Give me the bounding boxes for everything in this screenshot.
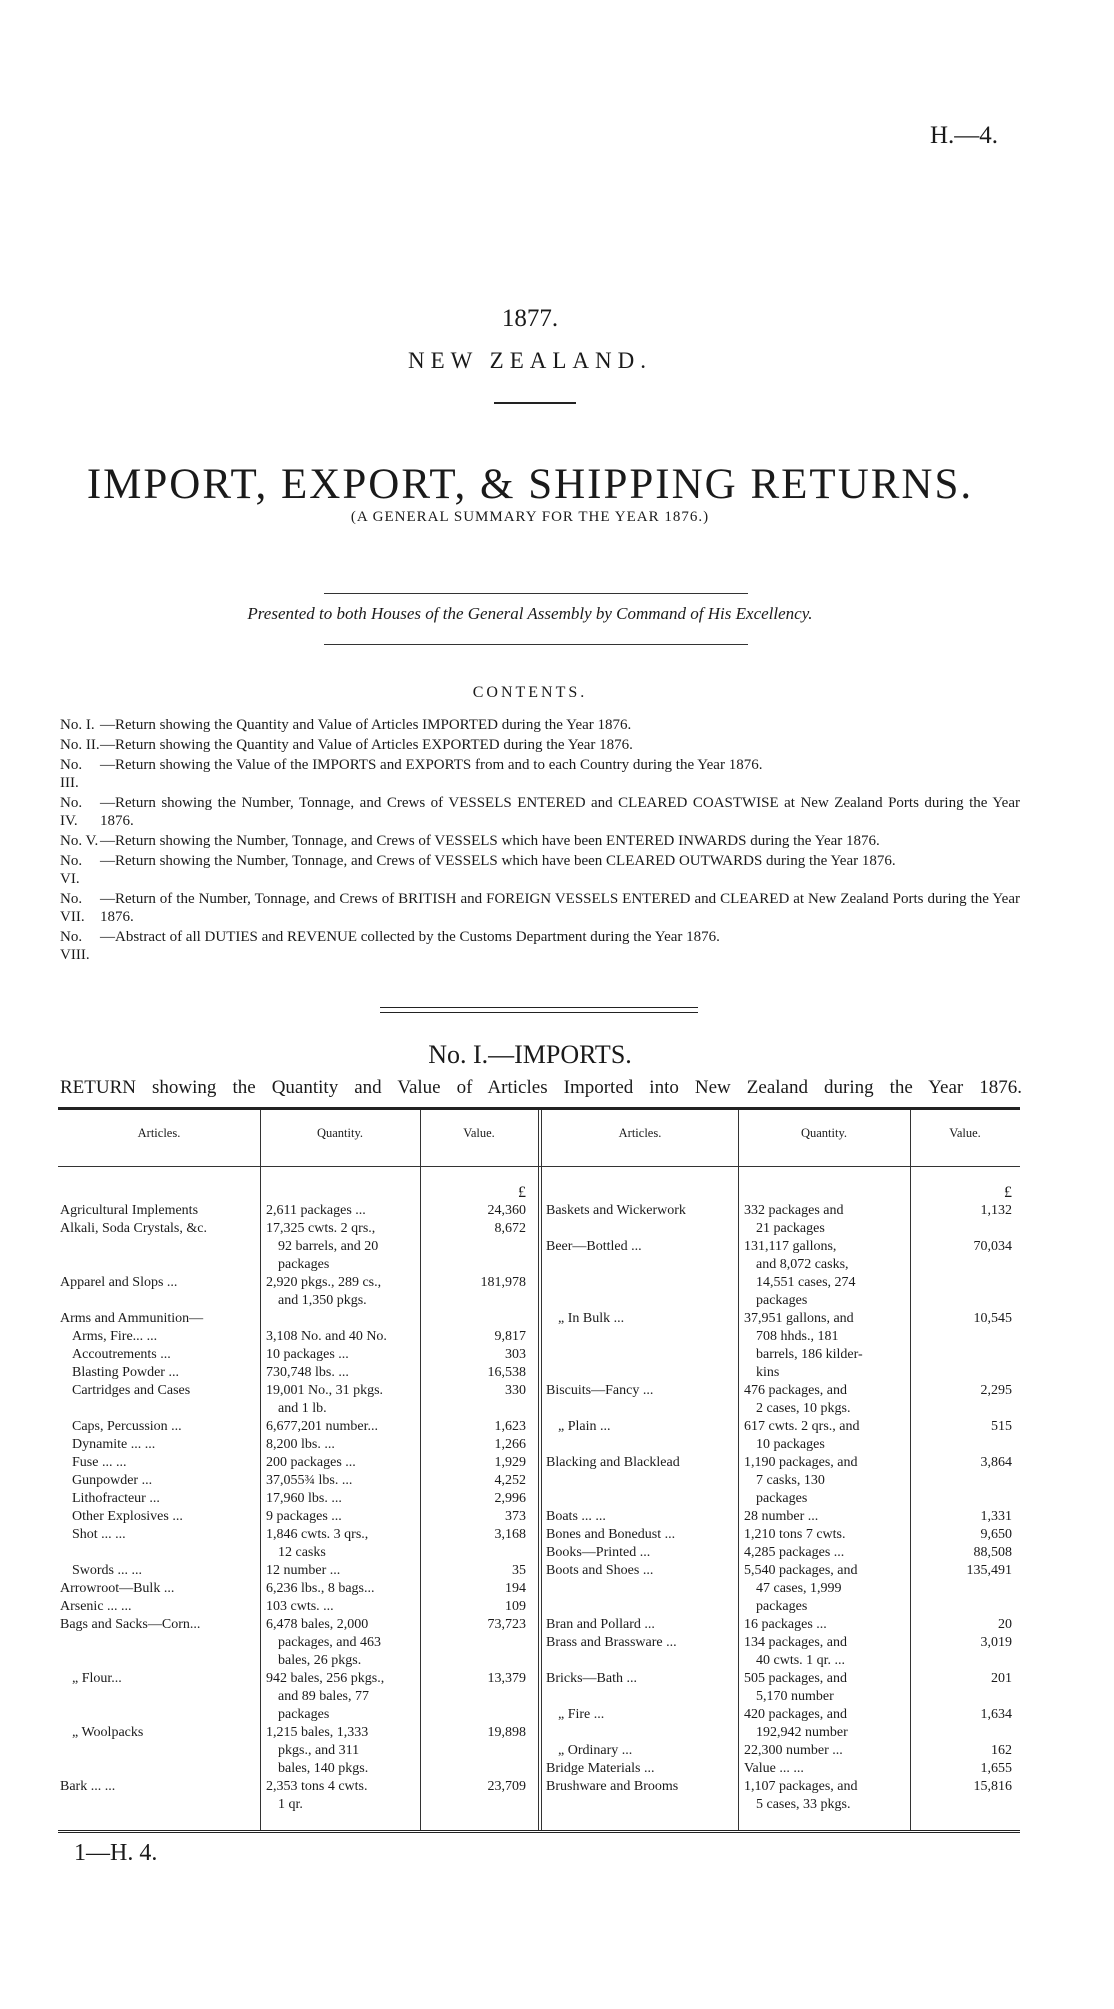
article-cell: Lithofracteur ... <box>72 1491 160 1506</box>
article-cell: Bricks—Bath ... <box>546 1671 637 1686</box>
year: 1877. <box>501 305 559 332</box>
contents-item-number: No. V. <box>60 833 99 849</box>
header-value-left: Value. <box>463 1126 495 1140</box>
article-cell: Arms and Ammunition— <box>60 1311 204 1326</box>
value-cell <box>422 1400 526 1418</box>
article-cell: Bran and Pollard ... <box>546 1617 655 1632</box>
article-cell: Swords ... ... <box>72 1563 143 1578</box>
value-cell <box>912 1400 1012 1418</box>
value-cell: 13,379 <box>487 1671 526 1686</box>
value-cell: 1,266 <box>494 1437 526 1452</box>
contents-item-number: No. III. <box>60 757 83 791</box>
article-cell: Caps, Percussion ... <box>72 1419 182 1434</box>
article-cell <box>60 1796 258 1814</box>
header-value-right: Value. <box>949 1126 981 1140</box>
value-cell: 135,491 <box>966 1563 1012 1578</box>
contents-item-text: —Return showing the Number, Tonnage, and Crews of VESSELS which have been CLEARED OUTWARDS during the Year 1876. <box>100 853 896 869</box>
value-cell: 1,132 <box>980 1203 1012 1218</box>
quantity-cell: 8,200 lbs. ... <box>266 1437 335 1452</box>
value-cell <box>912 1328 1012 1346</box>
quantity-cell: 942 bales, 256 pkgs., <box>266 1671 385 1686</box>
quantity-cell: 22,300 number ... <box>744 1743 843 1758</box>
article-cell: Bones and Bonedust ... <box>546 1527 676 1542</box>
value-cell <box>422 1634 526 1652</box>
contents-item-text: —Return showing the Value of the IMPORTS and EXPORTS from and to each Country during the Year 1876. <box>100 757 763 773</box>
quantity-cell: 2,353 tons 4 cwts. <box>266 1779 368 1794</box>
value-cell <box>912 1580 1012 1598</box>
left-value-column <box>422 1184 526 1814</box>
value-cell: 24,360 <box>487 1203 526 1218</box>
quantity-cell: 1,107 packages, and <box>744 1779 858 1794</box>
article-cell <box>546 1598 736 1616</box>
article-cell: Boats ... ... <box>546 1509 606 1524</box>
quantity-cell: 9 packages ... <box>266 1509 342 1524</box>
quantity-cell: 3,108 No. and 40 No. <box>266 1329 387 1344</box>
article-cell <box>546 1346 736 1364</box>
quantity-cell: 1 qr. <box>278 1797 303 1812</box>
quantity-cell <box>266 1310 418 1328</box>
article-cell <box>60 1256 258 1274</box>
article-cell <box>60 1184 258 1202</box>
value-cell: 373 <box>505 1509 526 1524</box>
quantity-cell: 21 packages <box>756 1221 825 1236</box>
quantity-cell: 16 packages ... <box>744 1617 827 1632</box>
article-cell <box>546 1328 736 1346</box>
article-cell <box>546 1292 736 1310</box>
quantity-cell: packages <box>756 1491 808 1506</box>
article-cell: „ Woolpacks <box>72 1725 144 1740</box>
article-cell: Baskets and Wickerwork <box>546 1203 686 1218</box>
article-cell: Bridge Materials ... <box>546 1761 655 1776</box>
value-cell: 3,168 <box>494 1527 526 1542</box>
quantity-cell: packages <box>756 1293 808 1308</box>
quantity-cell: 1,215 bales, 1,333 <box>266 1725 369 1740</box>
value-cell: 23,709 <box>487 1779 526 1794</box>
contents-item-number: No. VI. <box>60 853 83 887</box>
article-cell <box>60 1652 258 1670</box>
value-cell: 9,817 <box>494 1329 526 1344</box>
article-cell <box>60 1706 258 1724</box>
value-cell <box>422 1742 526 1760</box>
right-articles-column <box>546 1184 736 1814</box>
quantity-cell: 7 casks, 130 <box>756 1473 825 1488</box>
quantity-cell: 708 hhds., 181 <box>756 1329 839 1344</box>
article-cell: „ Flour... <box>72 1671 122 1686</box>
value-cell: 162 <box>991 1743 1012 1758</box>
article-cell: Beer—Bottled ... <box>546 1239 642 1254</box>
value-cell <box>912 1652 1012 1670</box>
value-cell: 8,672 <box>494 1221 526 1236</box>
value-cell <box>422 1292 526 1310</box>
contents-item <box>60 928 1020 964</box>
article-cell <box>60 1400 258 1418</box>
table-caption: RETURN showing the Quantity and Value of Articles Imported into New Zealand during the Year 1876. <box>60 1077 1022 1098</box>
divider-double <box>380 1007 698 1013</box>
value-cell: 2,996 <box>494 1491 526 1506</box>
quantity-cell: 2 cases, 10 pkgs. <box>756 1401 851 1416</box>
value-cell: £ <box>1004 1184 1012 1201</box>
quantity-cell: 5 cases, 33 pkgs. <box>756 1797 851 1812</box>
article-cell: Brass and Brassware ... <box>546 1635 677 1650</box>
value-cell: 4,252 <box>494 1473 526 1488</box>
value-cell <box>422 1544 526 1562</box>
article-cell <box>60 1238 258 1256</box>
quantity-cell: 134 packages, and <box>744 1635 848 1650</box>
value-cell: 73,723 <box>487 1617 526 1632</box>
footer-reference: 1—H. 4. <box>74 1840 158 1866</box>
main-title: IMPORT, EXPORT, & SHIPPING RETURNS. <box>86 461 974 508</box>
contents-item <box>60 756 1020 792</box>
value-cell <box>912 1346 1012 1364</box>
header-articles-right: Articles. <box>618 1126 662 1140</box>
quantity-cell: 192,942 number <box>756 1725 848 1740</box>
article-cell <box>546 1364 736 1382</box>
quantity-cell: 5,540 packages, and <box>744 1563 858 1578</box>
value-cell <box>422 1652 526 1670</box>
value-cell: 1,929 <box>494 1455 526 1470</box>
quantity-cell: 17,960 lbs. ... <box>266 1491 342 1506</box>
value-cell <box>422 1688 526 1706</box>
article-cell <box>60 1760 258 1778</box>
column-divider <box>910 1110 911 1830</box>
contents-item-text: —Return of the Number, Tonnage, and Crews of BRITISH and FOREIGN VESSELS ENTERED and CLEARED at New Zealand Ports during the Year 1876. <box>100 891 1020 925</box>
column-divider <box>260 1110 261 1830</box>
value-cell: £ <box>518 1184 526 1201</box>
value-cell: 35 <box>512 1563 526 1578</box>
contents-item <box>60 794 1020 830</box>
value-cell <box>422 1796 526 1814</box>
quantity-cell: Value ... ... <box>744 1761 804 1776</box>
quantity-cell: pkgs., and 311 <box>278 1743 360 1758</box>
quantity-cell: 1,846 cwts. 3 qrs., <box>266 1527 369 1542</box>
contents-item <box>60 716 1020 734</box>
value-cell: 2,295 <box>980 1383 1012 1398</box>
article-cell: Alkali, Soda Crystals, &c. <box>60 1221 207 1236</box>
quantity-cell: and 1,350 pkgs. <box>278 1293 367 1308</box>
value-cell: 515 <box>991 1419 1012 1434</box>
quantity-cell: 505 packages, and <box>744 1671 848 1686</box>
value-cell: 109 <box>505 1599 526 1614</box>
article-cell: Bags and Sacks—Corn... <box>60 1617 201 1632</box>
article-cell <box>546 1436 736 1454</box>
value-cell <box>912 1364 1012 1382</box>
article-cell: „ Fire ... <box>558 1707 605 1722</box>
quantity-cell: 617 cwts. 2 qrs., and <box>744 1419 860 1434</box>
article-cell: Agricultural Implements <box>60 1203 199 1218</box>
article-cell <box>60 1634 258 1652</box>
article-cell: Bark ... ... <box>60 1779 116 1794</box>
article-cell <box>546 1220 736 1238</box>
divider-short <box>494 402 576 404</box>
article-cell: Brushware and Brooms <box>546 1779 679 1794</box>
quantity-cell: 12 casks <box>278 1545 326 1560</box>
value-cell: 3,019 <box>980 1635 1012 1650</box>
article-cell <box>546 1688 736 1706</box>
value-cell <box>912 1598 1012 1616</box>
article-cell <box>546 1184 736 1202</box>
quantity-cell: 200 packages ... <box>266 1455 356 1470</box>
article-cell: Boots and Shoes ... <box>546 1563 654 1578</box>
value-cell <box>912 1274 1012 1292</box>
value-cell: 88,508 <box>973 1545 1012 1560</box>
header-quantity-left: Quantity. <box>316 1126 364 1140</box>
article-cell: Arrowroot—Bulk ... <box>60 1581 175 1596</box>
value-cell: 330 <box>505 1383 526 1398</box>
article-cell <box>546 1400 736 1418</box>
country: NEW ZEALAND. <box>407 348 653 373</box>
section-title: No. I.—IMPORTS. <box>428 1040 632 1069</box>
value-cell <box>422 1310 526 1328</box>
value-cell: 201 <box>991 1671 1012 1686</box>
quantity-cell: 10 packages ... <box>266 1347 349 1362</box>
article-cell <box>546 1274 736 1292</box>
article-cell <box>546 1796 736 1814</box>
article-cell: „ Plain ... <box>558 1419 611 1434</box>
quantity-cell: 103 cwts. ... <box>266 1599 334 1614</box>
value-cell <box>912 1292 1012 1310</box>
quantity-cell: 92 barrels, and 20 <box>278 1239 379 1254</box>
quantity-cell: 37,951 gallons, and <box>744 1311 854 1326</box>
quantity-cell: and 8,072 casks, <box>756 1257 849 1272</box>
article-cell: Gunpowder ... <box>72 1473 153 1488</box>
quantity-cell: 1,210 tons 7 cwts. <box>744 1527 846 1542</box>
article-cell <box>546 1580 736 1598</box>
article-cell: Biscuits—Fancy ... <box>546 1383 654 1398</box>
quantity-cell: 17,325 cwts. 2 qrs., <box>266 1221 376 1236</box>
header-articles-left: Articles. <box>137 1126 181 1140</box>
article-cell <box>546 1724 736 1742</box>
quantity-cell: and 89 bales, 77 <box>278 1689 369 1704</box>
contents-item-text: —Return showing the Number, Tonnage, and Crews of VESSELS which have been ENTERED INWARDS during the Year 1876. <box>100 833 880 849</box>
article-cell: Arsenic ... ... <box>60 1599 132 1614</box>
contents-item-number: No. I. <box>60 717 95 733</box>
contents-list <box>60 716 1020 966</box>
article-cell: Arms, Fire... ... <box>72 1329 158 1344</box>
article-cell: Other Explosives ... <box>72 1509 183 1524</box>
quantity-cell: 10 packages <box>756 1437 825 1452</box>
article-cell: Books—Printed ... <box>546 1545 651 1560</box>
article-cell <box>60 1292 258 1310</box>
subtitle: (A GENERAL SUMMARY FOR THE YEAR 1876.) <box>350 509 710 525</box>
value-cell: 19,898 <box>487 1725 526 1740</box>
quantity-cell: 420 packages, and <box>744 1707 848 1722</box>
value-cell: 1,655 <box>980 1761 1012 1776</box>
article-cell <box>60 1544 258 1562</box>
column-divider-double <box>538 1110 542 1830</box>
value-cell <box>912 1436 1012 1454</box>
quantity-cell: packages, and 463 <box>278 1635 382 1650</box>
quantity-cell: 1,190 packages, and <box>744 1455 858 1470</box>
value-cell: 20 <box>998 1617 1012 1632</box>
quantity-cell: 37,055¾ lbs. ... <box>266 1473 353 1488</box>
right-quantity-column <box>744 1184 908 1814</box>
quantity-cell: and 1 lb. <box>278 1401 327 1416</box>
article-cell <box>60 1688 258 1706</box>
value-cell: 16,538 <box>487 1365 526 1380</box>
divider-bottom <box>324 644 748 645</box>
page-number: H.—4. <box>930 122 999 149</box>
quantity-cell: 131,117 gallons, <box>744 1239 837 1254</box>
divider-top <box>324 593 748 594</box>
article-cell: Apparel and Slops ... <box>60 1275 178 1290</box>
quantity-cell: barrels, 186 kilder- <box>756 1347 863 1362</box>
left-articles-column <box>60 1184 258 1814</box>
contents-item-number: No. II. <box>60 737 100 753</box>
article-cell: Blasting Powder ... <box>72 1365 179 1380</box>
value-cell <box>912 1688 1012 1706</box>
contents-item-text: —Return showing the Quantity and Value of Articles EXPORTED during the Year 1876. <box>100 737 633 753</box>
quantity-cell: 40 cwts. 1 qr. ... <box>756 1653 846 1668</box>
header-quantity-right: Quantity. <box>800 1126 848 1140</box>
article-cell <box>546 1652 736 1670</box>
value-cell: 1,634 <box>980 1707 1012 1722</box>
value-cell <box>422 1256 526 1274</box>
value-cell: 9,650 <box>980 1527 1012 1542</box>
value-cell <box>912 1472 1012 1490</box>
quantity-cell: 730,748 lbs. ... <box>266 1365 349 1380</box>
value-cell: 1,623 <box>494 1419 526 1434</box>
quantity-cell: bales, 26 pkgs. <box>278 1653 362 1668</box>
value-cell <box>912 1256 1012 1274</box>
article-cell: Cartridges and Cases <box>72 1383 191 1398</box>
quantity-cell: 6,236 lbs., 8 bags... <box>266 1581 375 1596</box>
contents-item <box>60 832 1020 850</box>
quantity-cell: 12 number ... <box>266 1563 341 1578</box>
quantity-cell: packages <box>278 1257 330 1272</box>
quantity-cell: 28 number ... <box>744 1509 819 1524</box>
quantity-cell: 6,677,201 number... <box>266 1419 378 1434</box>
article-cell: Shot ... ... <box>72 1527 126 1542</box>
quantity-cell <box>266 1184 418 1202</box>
article-cell: Fuse ... ... <box>72 1455 127 1470</box>
quantity-cell: 6,478 bales, 2,000 <box>266 1617 369 1632</box>
contents-item <box>60 890 1020 926</box>
article-cell: „ Ordinary ... <box>558 1743 633 1758</box>
contents-item <box>60 852 1020 888</box>
quantity-cell: 332 packages and <box>744 1203 844 1218</box>
contents-item-number: No. VIII. <box>60 929 90 963</box>
right-value-column <box>912 1184 1012 1814</box>
quantity-cell: packages <box>756 1599 808 1614</box>
contents-item-text: —Return showing the Number, Tonnage, and Crews of VESSELS ENTERED and CLEARED COASTWISE at New Zealand Ports during the Year 1876. <box>100 795 1020 829</box>
quantity-cell: 2,920 pkgs., 289 cs., <box>266 1275 382 1290</box>
quantity-cell: bales, 140 pkgs. <box>278 1761 369 1776</box>
quantity-cell <box>744 1184 908 1202</box>
contents-item <box>60 736 1020 754</box>
column-divider <box>738 1110 739 1830</box>
value-cell <box>422 1238 526 1256</box>
quantity-cell: 476 packages, and <box>744 1383 848 1398</box>
quantity-cell: kins <box>756 1365 780 1380</box>
article-cell <box>546 1256 736 1274</box>
contents-item-text: —Abstract of all DUTIES and REVENUE collected by the Customs Department during the Year 1876. <box>100 929 720 945</box>
value-cell <box>912 1796 1012 1814</box>
quantity-cell: 2,611 packages ... <box>266 1203 366 1218</box>
contents-item-number: No. VII. <box>60 891 85 925</box>
contents-item-text: —Return showing the Quantity and Value of Articles IMPORTED during the Year 1876. <box>100 717 632 733</box>
article-cell <box>546 1490 736 1508</box>
left-quantity-column <box>266 1184 418 1814</box>
contents-item-number: No. IV. <box>60 795 83 829</box>
column-divider <box>420 1110 421 1830</box>
value-cell <box>912 1724 1012 1742</box>
article-cell: Blacking and Blacklead <box>546 1455 680 1470</box>
article-cell <box>546 1472 736 1490</box>
value-cell: 3,864 <box>980 1455 1012 1470</box>
article-cell <box>60 1742 258 1760</box>
header-rule <box>58 1166 1020 1167</box>
value-cell: 181,978 <box>480 1275 526 1290</box>
article-cell: Dynamite ... ... <box>72 1437 156 1452</box>
quantity-cell: 5,170 number <box>756 1689 834 1704</box>
value-cell <box>422 1760 526 1778</box>
value-cell <box>422 1706 526 1724</box>
value-cell: 303 <box>505 1347 526 1362</box>
quantity-cell: 19,001 No., 31 pkgs. <box>266 1383 384 1398</box>
value-cell <box>912 1490 1012 1508</box>
quantity-cell: 47 cases, 1,999 <box>756 1581 842 1596</box>
presented-line: Presented to both Houses of the General Assembly by Command of His Excellency. <box>247 604 813 623</box>
article-cell: Accoutrements ... <box>72 1347 171 1362</box>
article-cell: „ In Bulk ... <box>558 1311 625 1326</box>
value-cell: 70,034 <box>973 1239 1012 1254</box>
contents-heading: CONTENTS. <box>472 684 588 701</box>
quantity-cell: packages <box>278 1707 330 1722</box>
value-cell: 194 <box>505 1581 526 1596</box>
imports-table <box>58 1107 1020 1833</box>
value-cell: 15,816 <box>973 1779 1012 1794</box>
value-cell: 1,331 <box>980 1509 1012 1524</box>
value-cell: 10,545 <box>973 1311 1012 1326</box>
quantity-cell: 4,285 packages ... <box>744 1545 845 1560</box>
value-cell <box>912 1220 1012 1238</box>
quantity-cell: 14,551 cases, 274 <box>756 1275 856 1290</box>
